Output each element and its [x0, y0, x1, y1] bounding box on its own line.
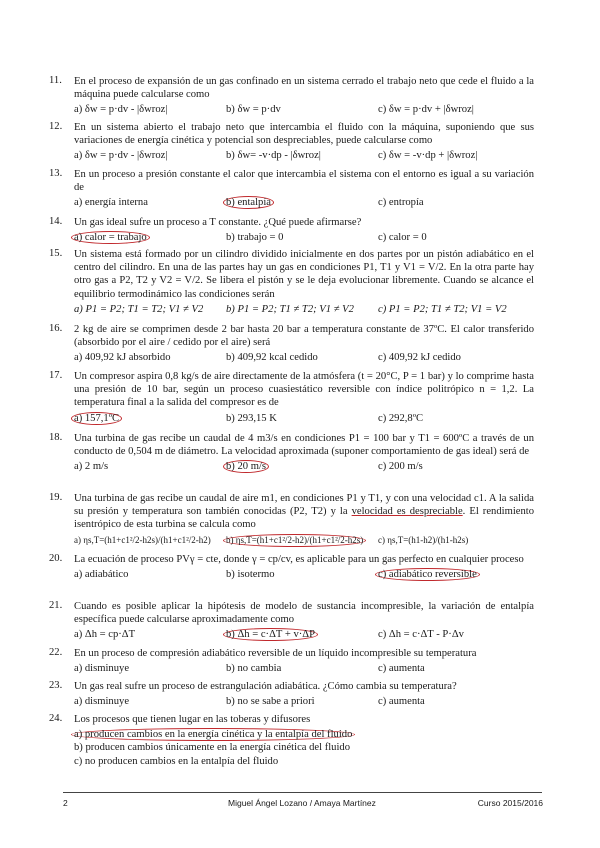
option-c: c) 292,8ºC: [378, 412, 424, 424]
option-c: c) δw = -v·dp + |δwroz|: [378, 150, 478, 162]
option-a: [74, 231, 226, 244]
question-stem: En el proceso de expansión de un gas confinado en un sistema cerrado el trabajo neto que cede el fluido a la máquina puede calcularse como: [74, 76, 534, 101]
question-20: [49, 553, 534, 581]
question-number: 24.: [49, 713, 63, 724]
question-number: 17.: [49, 370, 63, 381]
question-13: [49, 168, 534, 210]
question-stem: En un proceso a presión constante el calor que intercambia el sistema con el entorno es igual a su variación de: [74, 169, 534, 194]
option-c: c) Δh = c·ΔT - P·Δv: [378, 629, 464, 641]
question-number: 15.: [49, 248, 63, 259]
option-c: c) P1 = P2; T1 ≠ T2; V1 = V2: [378, 303, 507, 315]
question-17: [49, 370, 534, 425]
question-stem: La ecuación de proceso PVγ = cte, donde γ = cp/cv, es aplicable para un gas perfecto en cualquier proceso: [74, 554, 524, 565]
option-b: b) 409,92 kcal cedido: [226, 352, 318, 364]
question-number: 13.: [49, 168, 63, 179]
question-12: [49, 121, 534, 163]
question-11: [49, 75, 534, 117]
option-b: b) producen cambios únicamente en la energía cinética del fluido: [74, 742, 351, 754]
question-stem: Un gas ideal sufre un proceso a T constante. ¿Qué puede afirmarse?: [74, 217, 362, 228]
option-c: c) entropía: [378, 197, 424, 209]
option-c: c) aumenta: [378, 663, 425, 675]
question-number: 22.: [49, 647, 63, 658]
answer-mark: a) producen cambios en la energía cinética y la entalpía del fluido: [71, 728, 355, 741]
option-a: a) ηs,T=(h1+c1²/2-h2s)/(h1+c1²/2-h2): [74, 534, 211, 545]
question-16: [49, 323, 534, 365]
question-23: [49, 680, 534, 708]
option-a: a) energía interna: [74, 197, 148, 209]
question-stem: Cuando es posible aplicar la hipótesis de modelo de sustancia incompresible, la variación de entalpía específica puede calcularse aproximadamente como: [74, 601, 534, 626]
question-22: [49, 647, 534, 675]
answer-mark: b) 20 m/s: [223, 460, 269, 473]
option-a: a) 2 m/s: [74, 461, 109, 473]
option-c: c) ηs,T=(h1-h2)/(h1-h2s): [378, 534, 469, 545]
question-number: 23.: [49, 680, 63, 691]
footer-rule: [63, 792, 542, 793]
question-stem: Un sistema está formado por un cilindro dividido inicialmente en dos partes por un pistón adiabático en el centro del cilindro. En una de las partes hay un gas en condiciones P1, T1 y V1 = V/2. En la otra parte hay otro gas a P2, T2 y V2 = V/2. Se libera el pistón y se le deja evolucionar libremente. Cuando se alcance el equilibrio termodinámico las condiciones serán: [74, 249, 534, 300]
question-stem: En un proceso de compresión adiabático reversible de un líquido incompresible su temperatura: [74, 648, 477, 659]
question-number: 16.: [49, 323, 63, 334]
option-c: c) 200 m/s: [378, 461, 423, 473]
footer-authors: Miguel Ángel Lozano / Amaya Martínez: [228, 798, 376, 808]
question-24: [49, 713, 534, 768]
question-stem: Una turbina de gas recibe un caudal de 4 m3/s en condiciones P1 = 100 bar y T1 = 600ºC a través de un conducto de 0,504 m de diámetro. La velocidad aproximada (suponer comportamiento de gas ideal) será de: [74, 433, 534, 458]
option-a: a) P1 = P2; T1 = T2; V1 ≠ V2: [74, 303, 204, 315]
option-b: [226, 196, 378, 209]
footer-course: Curso 2015/2016: [477, 798, 543, 808]
option-a: a) 409,92 kJ absorbido: [74, 352, 171, 364]
option-b: b) no cambia: [226, 663, 282, 675]
option-a: a) adiabático: [74, 569, 129, 581]
question-stem: Los procesos que tienen lugar en las toberas y difusores: [74, 714, 311, 725]
option-b: [226, 628, 378, 641]
question-number: 21.: [49, 600, 63, 611]
question-stem: Un gas real sufre un proceso de estrangulación adiabática. ¿Cómo cambia su temperatura?: [74, 681, 457, 692]
answer-mark: a) 157,1ºC: [71, 412, 122, 425]
option-b: b) isotermo: [226, 569, 275, 581]
option-b: [226, 534, 378, 547]
question-number: 11.: [49, 75, 62, 86]
answer-mark: a) calor = trabajo: [71, 231, 150, 244]
option-c: c) 409,92 kJ cedido: [378, 352, 461, 364]
answer-mark: b) entalpía: [223, 196, 274, 209]
question-number: 12.: [49, 121, 63, 132]
option-a: a) disminuye: [74, 696, 130, 708]
option-b: b) 293,15 K: [226, 412, 277, 424]
option-a: a) disminuye: [74, 663, 130, 675]
question-stem: Un compresor aspira 0,8 kg/s de aire directamente de la atmósfera (t = 20°C, P = 1 bar) y lo comprime hasta una presión de 10 bar, según un proceso cuasiestático reversible con índice politrópico n = 1,2. La temperatura final a la salida del compresor es de: [74, 371, 534, 409]
answer-mark: b) ηs,T=(h1+c1²/2-h2)/(h1+c1²/2-h2s): [223, 534, 366, 547]
question-stem: [74, 492, 534, 532]
question-number: 14.: [49, 216, 63, 227]
option-b: b) δw = p·dv: [226, 104, 281, 116]
option-b: b) trabajo = 0: [226, 232, 284, 244]
question-14: [49, 216, 534, 244]
underlined-text: velocidad es despreciable: [351, 506, 463, 518]
option-a: a) δw = p·dv - |δwroz|: [74, 150, 168, 162]
option-a: a) Δh = cp·ΔT: [74, 629, 136, 641]
question-stem: 2 kg de aire se comprimen desde 2 bar hasta 20 bar a temperatura constante de 37ºC. El calor transferido (absorbido por el aire / cedido por el aire) será: [74, 324, 534, 349]
stem-text: . El rendimiento isentrópico de esta turbina se calcula como: [74, 506, 534, 531]
option-a: [74, 728, 534, 741]
question-number: 18.: [49, 432, 63, 443]
question-18: [49, 432, 534, 474]
option-b: b) δw= -v·dp - |δwroz|: [226, 150, 321, 162]
answer-mark: c) adiabático reversible: [375, 568, 480, 581]
option-c: c) aumenta: [378, 696, 425, 708]
option-c: [378, 568, 480, 581]
question-number: 20.: [49, 553, 63, 564]
stem-text: Una turbina de gas recibe un caudal de aire m1, en condiciones P1 y T1, y con una velocidad c1. A la salida su presión y temperatura son también conocidas (P2, T2) y la: [74, 493, 534, 518]
question-stem: En un sistema abierto el trabajo neto que intercambia el fluido con la máquina, suponiendo que sus variaciones de energía cinética y potencial son despreciables, puede calcularse como: [74, 122, 534, 147]
question-21: [49, 600, 534, 642]
question-15: [49, 248, 534, 316]
option-a: a) δw = p·dv - |δwroz|: [74, 104, 168, 116]
option-b: [226, 460, 378, 473]
option-b: b) P1 = P2; T1 ≠ T2; V1 ≠ V2: [226, 303, 354, 315]
question-19: [49, 492, 534, 547]
option-c: c) calor = 0: [378, 232, 427, 244]
question-number: 19.: [49, 492, 63, 503]
option-c: c) no producen cambios en la entalpía del fluido: [74, 755, 279, 767]
option-c: c) δw = p·dv + |δwroz|: [378, 104, 474, 116]
option-a: [74, 412, 226, 425]
option-b: b) no se sabe a priori: [226, 696, 315, 708]
answer-mark: b) Δh = c·ΔT + v·ΔP: [223, 628, 318, 641]
page-number: 2: [63, 798, 68, 808]
